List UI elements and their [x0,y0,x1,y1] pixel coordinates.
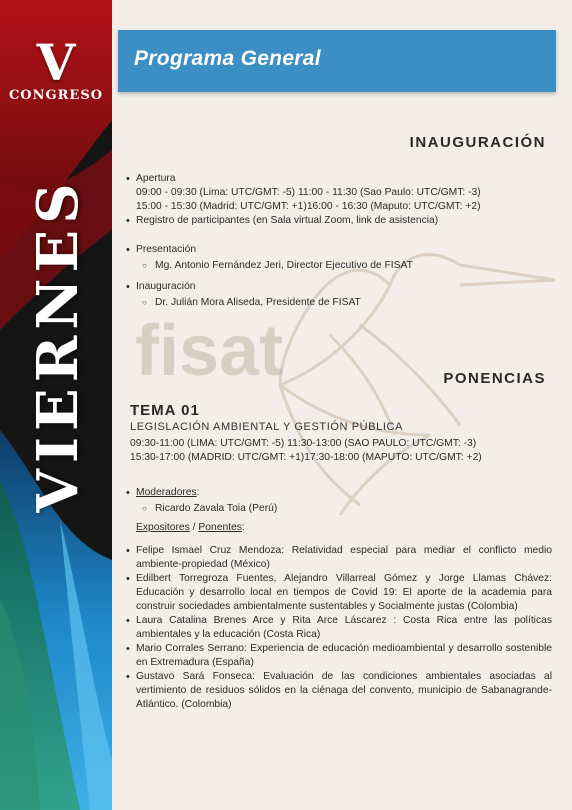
inauguracion-block [120,172,552,228]
tema-name: LEGISLACIÓN AMBIENTAL Y GESTIÓN PÚBLICA [130,421,404,433]
watermark-logo-text: fisat [135,311,284,391]
tema-number: TEMA 01 [130,402,200,419]
registro-item: • Registro de participantes (en Sala virtual Zoom, link de asistencia) [120,214,552,228]
talk-item: • Felipe Ismael Cruz Mendoza: Relatividad especial para mediar el conflicto medio ambiente-propiedad (México) [120,544,552,572]
moderadores-label: Moderadores [136,487,197,498]
header-banner [118,30,556,92]
inauguracion-label: • Inauguración [120,280,552,294]
inauguracion-item-block [120,280,552,310]
apertura-label: • Apertura [120,172,552,186]
expositores-heading: Expositores / Ponentes: [136,522,245,533]
moderadores-block: • Moderadores: ○ Ricardo Zavala Toia (Perú) [120,486,552,516]
congress-label: CONGRESO [8,88,104,103]
talks-list [120,544,558,712]
inauguracion-person: ○ Dr. Julián Mora Aliseda, Presidente de FISAT [120,296,552,310]
apertura-times-1: 09:00 - 09:30 (Lima: UTC/GMT: -5) 11:00 - 11:30 (Sao Paulo: UTC/GMT: -3) [136,187,481,198]
talk-item: • Edilbert Torregroza Fuentes, Alejandro Villarreal Gómez y Jorge Llamas Chávez: Educación y desarrollo local en tiempos de Covid 19: El aporte de la academia para construir sociedades ambientalmente sustentables y Socialmente justas (Colombia) [120,572,552,614]
moderador-name: ○ Ricardo Zavala Toia (Perú) [120,502,552,516]
ponentes-label: Ponentes [198,522,242,533]
expositores-label: Expositores [136,522,190,533]
presentacion-label: • Presentación [120,243,552,257]
day-label: VIERNES [25,177,91,513]
page-title: Programa General [134,47,321,70]
congress-number: V [36,33,76,92]
tema-times-2: 15:30-17:00 (MADRID: UTC/GMT: +1)17:30-18:00 (MAPUTO: UTC/GMT: +2) [130,452,482,463]
left-decorative-bar [0,0,112,810]
talk-item: • Mario Corrales Serrano: Experiencia de educación medioambiental y desarrollo sostenible en Extremadura (España) [120,642,552,670]
ponencias-heading: PONENCIAS [443,370,546,387]
talk-item: • Gustavo Sará Fonseca: Evaluación de las condiciones ambientales asociadas al vertimiento de residuos sólidos en la ciénaga del convento, municipio de Sabanagrande-Atlántico. (Colombia) [120,670,552,712]
talk-item: • Laura Catalina Brenes Arce y Rita Arce Láscarez : Costa Rica entre las políticas ambientales y la educación (Costa Rica) [120,614,552,642]
tema-times-1: 09:30-11:00 (LIMA: UTC/GMT: -5) 11:30-13:00 (SAO PAULO: UTC/GMT: -3) [130,438,477,449]
presentacion-block [120,243,552,273]
presentacion-person: ○ Mg. Antonio Fernández Jeri, Director Ejecutivo de FISAT [120,259,552,273]
inauguracion-heading: INAUGURACIÓN [409,134,546,151]
apertura-times-2: 15:00 - 15:30 (Madrid: UTC/GMT: +1)16:00 - 16:30 (Maputo: UTC/GMT: +2) [136,201,481,212]
